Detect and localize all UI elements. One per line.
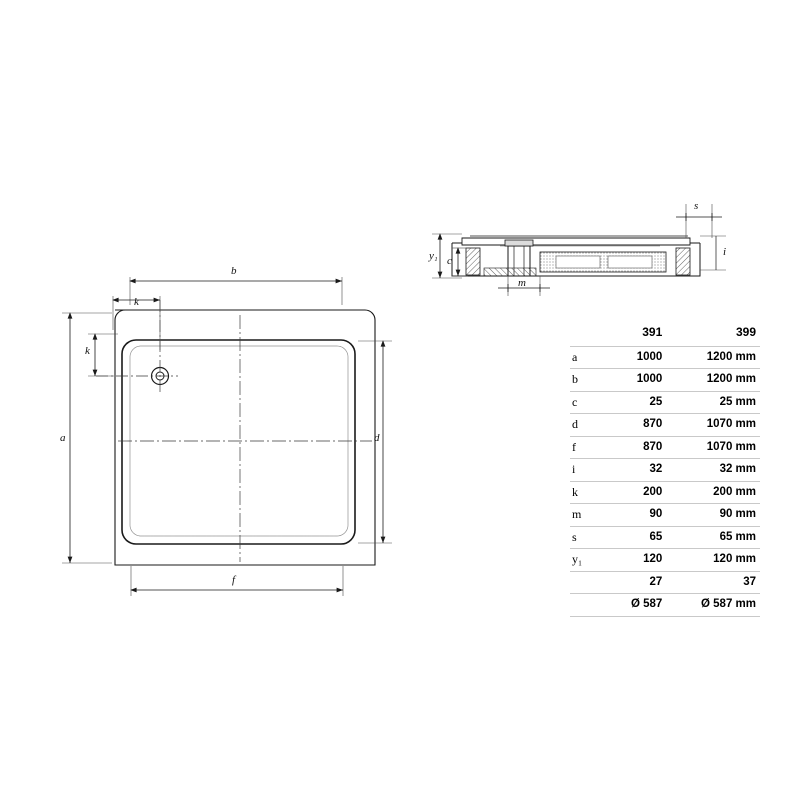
table-header-symbol — [570, 322, 595, 346]
table-cell-symbol — [570, 594, 595, 617]
dim-label-s: s — [694, 200, 699, 212]
table-cell-symbol: a — [570, 346, 595, 369]
table-cell-399: 1200 mm — [670, 369, 760, 392]
table-row — [570, 549, 760, 572]
table-cell-399: 32 mm — [670, 459, 760, 482]
table-cell-391: 27 — [595, 571, 671, 594]
table-row — [570, 459, 760, 482]
section-void-b — [608, 256, 652, 268]
table-row — [570, 571, 760, 594]
dim-label-k-top: k — [134, 296, 139, 308]
table-cell-391: 870 — [595, 414, 671, 437]
table-cell-391: 120 — [595, 549, 671, 572]
dim-label-y1: y₁ — [429, 250, 438, 262]
table-header-row — [570, 322, 760, 346]
table-cell-391: 1000 — [595, 369, 671, 392]
table-row — [570, 346, 760, 369]
table-cell-391: 870 — [595, 436, 671, 459]
tray-outline — [115, 310, 375, 565]
dim-label-a: a — [60, 432, 66, 444]
table-cell-391: 1000 — [595, 346, 671, 369]
section-support-left — [466, 248, 480, 275]
table-row — [570, 504, 760, 527]
table-cell-symbol: f — [570, 436, 595, 459]
table-cell-399: 65 mm — [670, 526, 760, 549]
table-header-399: 399 — [670, 322, 760, 346]
section-tray-shell — [462, 238, 690, 245]
table-row — [570, 391, 760, 414]
table-cell-symbol: i — [570, 459, 595, 482]
dim-label-i: i — [723, 246, 727, 258]
dimension-table — [570, 322, 760, 617]
dim-label-k-left: k — [85, 345, 90, 357]
table-cell-399: Ø 587 mm — [670, 594, 760, 617]
table-row — [570, 436, 760, 459]
dim-label-f: f — [232, 574, 236, 586]
table-cell-symbol: k — [570, 481, 595, 504]
table-cell-399: 120 mm — [670, 549, 760, 572]
table-cell-symbol: y₁ — [570, 549, 595, 572]
table-cell-391: 25 — [595, 391, 671, 414]
table-cell-391: 32 — [595, 459, 671, 482]
table-cell-symbol: b — [570, 369, 595, 392]
section-base-strip — [484, 268, 536, 276]
table-cell-symbol — [570, 571, 595, 594]
table-cell-391: Ø 587 — [595, 594, 671, 617]
table-cell-symbol: s — [570, 526, 595, 549]
table-row — [570, 369, 760, 392]
table-cell-391: 90 — [595, 504, 671, 527]
table-row — [570, 414, 760, 437]
table-cell-399: 200 mm — [670, 481, 760, 504]
table-row — [570, 594, 760, 617]
section-support-right — [676, 248, 690, 275]
section-drain-grate — [505, 240, 533, 246]
table-cell-399: 25 mm — [670, 391, 760, 414]
table-cell-399: 90 mm — [670, 504, 760, 527]
table-cell-399: 1070 mm — [670, 436, 760, 459]
table-row — [570, 481, 760, 504]
table-row — [570, 526, 760, 549]
table-header-391: 391 — [595, 322, 671, 346]
dim-label-b: b — [231, 265, 237, 277]
tray-basin — [122, 340, 355, 544]
table-cell-391: 65 — [595, 526, 671, 549]
table-cell-symbol: m — [570, 504, 595, 527]
section-void-a — [556, 256, 600, 268]
section-view — [432, 204, 726, 296]
plan-view — [62, 277, 392, 596]
table-cell-391: 200 — [595, 481, 671, 504]
dim-label-d: d — [374, 432, 380, 444]
dim-label-c: c — [447, 255, 452, 267]
table-cell-symbol: d — [570, 414, 595, 437]
table-cell-399: 37 — [670, 571, 760, 594]
table-cell-symbol: c — [570, 391, 595, 414]
table-cell-399: 1200 mm — [670, 346, 760, 369]
table-cell-399: 1070 mm — [670, 414, 760, 437]
dim-label-m: m — [518, 277, 526, 289]
